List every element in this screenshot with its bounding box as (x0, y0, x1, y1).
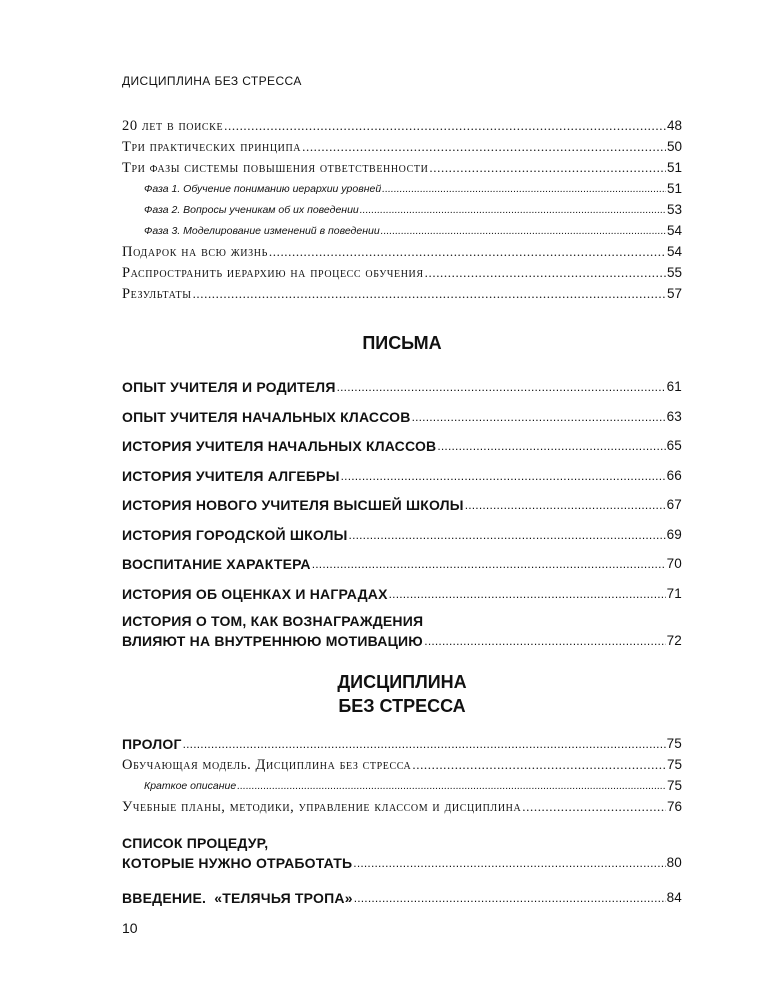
toc-entry-title: ВОСПИТАНИЕ ХАРАКТЕРА (122, 556, 311, 572)
toc-entry-page: 51 (666, 160, 682, 175)
leader-dots (269, 242, 666, 262)
toc-entry-page: 76 (666, 799, 682, 814)
toc-subentry[interactable] (122, 220, 682, 241)
toc-entry[interactable] (122, 368, 682, 397)
toc-entry-page: 66 (666, 467, 682, 483)
toc-entry[interactable] (122, 796, 682, 817)
toc-entry[interactable] (122, 427, 682, 457)
toc-entry-title: Три фазы системы повышения ответственности (122, 160, 429, 176)
toc-entry-page: 61 (666, 379, 682, 394)
section-heading-letters (122, 331, 682, 355)
toc-entry-title-line1: СПИСОК ПРОЦЕДУР, (122, 835, 269, 851)
toc-entry[interactable] (122, 545, 682, 575)
leader-dots (353, 853, 665, 873)
toc-entry-title: ОПЫТ УЧИТЕЛЯ И РОДИТЕЛЯ (122, 379, 336, 395)
toc-entry-title-line1: ИСТОРИЯ О ТОМ, КАК ВОЗНАГРАЖДЕНИЯ (122, 612, 424, 629)
leader-dots (224, 116, 666, 136)
section-heading-discipline (122, 670, 682, 718)
toc-entry-title: Три практических принципа (122, 139, 302, 155)
toc-entry-title: ВВЕДЕНИЕ. «ТЕЛЯЧЬЯ ТРОПА» (122, 890, 353, 906)
leader-dots (412, 407, 666, 427)
toc-entry-page: 57 (666, 286, 682, 301)
toc-entry-page: 72 (666, 632, 682, 648)
toc-entry-page: 54 (666, 223, 682, 238)
leader-dots (312, 554, 666, 574)
toc-entry-page: 53 (666, 202, 682, 217)
toc-entry-title: ПРОЛОГ (122, 736, 182, 752)
toc-entry-page: 75 (666, 757, 682, 772)
toc-entry[interactable] (122, 604, 682, 651)
toc-entry[interactable] (122, 574, 682, 604)
toc-entry[interactable] (122, 754, 682, 775)
leader-dots (465, 495, 666, 515)
toc-entry-title: Обучающая модель. Дисциплина без стресса (122, 757, 412, 773)
toc-section-top (122, 115, 682, 304)
toc-entry-page: 70 (666, 556, 682, 571)
toc-entry-page: 75 (666, 778, 682, 793)
toc-entry-title: Фаза 3. Моделирование изменений в поведении (144, 225, 380, 237)
heading-line1: ДИСЦИПЛИНА (337, 672, 467, 692)
leader-dots (522, 797, 666, 817)
toc-entry[interactable] (122, 241, 682, 262)
leader-dots (382, 179, 666, 199)
toc-entry-page: 75 (666, 736, 682, 751)
toc-entry-title (122, 611, 423, 651)
leader-dots (354, 888, 666, 908)
leader-dots (360, 200, 666, 220)
leader-dots (412, 755, 666, 775)
toc-entry-title: Подарок на всю жизнь (122, 244, 268, 260)
leader-dots (437, 436, 665, 456)
toc-entry-page: 71 (666, 585, 682, 601)
toc-subentry[interactable] (122, 199, 682, 220)
toc-entry-page: 54 (666, 244, 682, 259)
toc-subentry[interactable] (122, 178, 682, 199)
leader-dots (381, 221, 666, 241)
toc-entry-title: ИСТОРИЯ НОВОГО УЧИТЕЛЯ ВЫСШЕЙ ШКОЛЫ (122, 497, 464, 513)
toc-entry-page: 48 (666, 118, 682, 133)
leader-dots (424, 631, 665, 651)
toc-entry-page: 50 (666, 139, 682, 154)
toc-section-discipline (122, 733, 682, 908)
heading-line2: БЕЗ СТРЕССА (338, 696, 466, 716)
running-head: ДИСЦИПЛИНА БЕЗ СТРЕССА (122, 74, 302, 88)
toc-entry-page: 69 (666, 526, 682, 542)
toc-entry-title: 20 лет в поиске (122, 118, 224, 134)
toc-entry-page: 51 (666, 181, 682, 196)
toc-entry[interactable] (122, 486, 682, 516)
leader-dots (237, 776, 666, 796)
toc-entry-page: 84 (666, 890, 682, 905)
toc-entry-title: Фаза 2. Вопросы ученикам об их поведении (144, 204, 359, 216)
toc-entry-title: Учебные планы, методики, управление классом и дисциплина (122, 799, 522, 815)
leader-dots (429, 158, 666, 178)
toc-entry-title: Результаты (122, 286, 192, 302)
toc-entry[interactable] (122, 136, 682, 157)
toc-entry-title: Распространить иерархию на процесс обучения (122, 265, 424, 281)
toc-entry[interactable] (122, 157, 682, 178)
toc-entry-page: 67 (666, 497, 682, 512)
toc-entry-title: ОПЫТ УЧИТЕЛЯ НАЧАЛЬНЫХ КЛАССОВ (122, 408, 411, 425)
heading-text: ПИСЬМА (362, 333, 442, 353)
toc-entry-page: 55 (666, 265, 682, 280)
toc-entry-title: Фаза 1. Обучение пониманию иерархии уровней (144, 183, 382, 195)
toc-entry[interactable] (122, 515, 682, 545)
leader-dots (341, 466, 666, 486)
toc-entry-title: ИСТОРИЯ УЧИТЕЛЯ НАЧАЛЬНЫХ КЛАССОВ (122, 438, 437, 454)
toc-entry[interactable] (122, 733, 682, 754)
toc-entry-page: 63 (666, 408, 682, 424)
toc-entry[interactable] (122, 283, 682, 304)
page-number: 10 (122, 920, 138, 936)
toc-entry-page: 65 (666, 438, 682, 453)
leader-dots (389, 584, 666, 604)
leader-dots (349, 525, 666, 545)
toc-entry-title: Краткое описание (144, 780, 237, 792)
toc-entry[interactable] (122, 456, 682, 486)
toc-entry-title: ИСТОРИЯ ГОРОДСКОЙ ШКОЛЫ (122, 526, 348, 543)
toc-entry[interactable] (122, 831, 682, 873)
leader-dots (183, 734, 666, 754)
toc-entry[interactable] (122, 887, 682, 908)
toc-entry-title-line2: КОТОРЫЕ НУЖНО ОТРАБОТАТЬ (122, 855, 353, 871)
toc-entry[interactable] (122, 115, 682, 136)
leader-dots (337, 377, 666, 397)
toc-entry-title (122, 833, 352, 873)
toc-entry[interactable] (122, 397, 682, 427)
toc-entry-title-line2: ВЛИЯЮТ НА ВНУТРЕННЮЮ МОТИВАЦИЮ (122, 632, 423, 649)
toc-section-letters (122, 368, 682, 651)
leader-dots (302, 137, 666, 157)
toc-subentry[interactable] (122, 775, 682, 796)
toc-entry-title: ИСТОРИЯ ОБ ОЦЕНКАХ И НАГРАДАХ (122, 585, 388, 602)
toc-entry-title: ИСТОРИЯ УЧИТЕЛЯ АЛГЕБРЫ (122, 467, 340, 484)
leader-dots (193, 284, 666, 304)
leader-dots (425, 263, 666, 283)
toc-entry-page: 80 (666, 855, 682, 870)
toc-entry[interactable] (122, 262, 682, 283)
